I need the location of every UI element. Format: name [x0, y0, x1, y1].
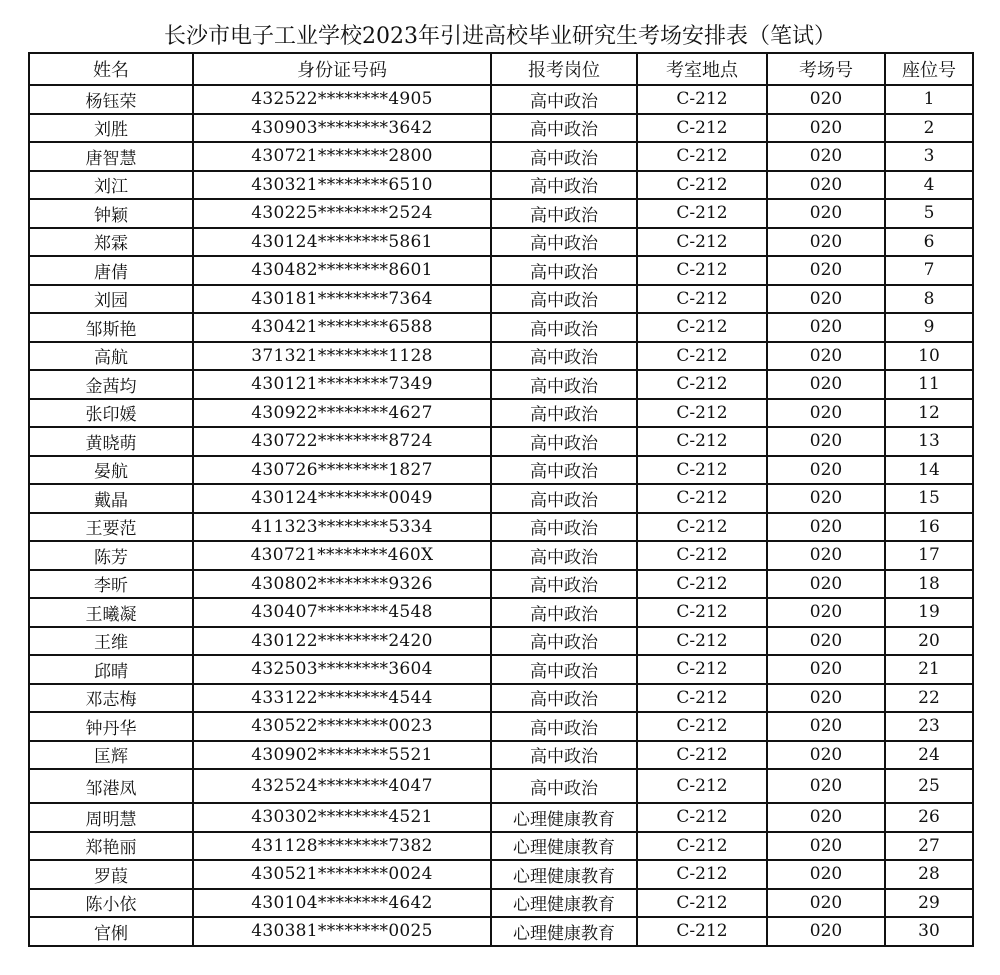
cell-id-number: 430722********8724 — [193, 427, 491, 456]
cell-id-number: 430802********9326 — [193, 570, 491, 599]
cell-name: 李昕 — [29, 570, 193, 599]
header-exam-hall: 考场号 — [767, 53, 885, 85]
cell-id-number: 430121********7349 — [193, 370, 491, 399]
cell-exam-hall: 020 — [767, 655, 885, 684]
cell-seat-number: 12 — [885, 399, 973, 428]
cell-exam-hall: 020 — [767, 741, 885, 770]
table-row — [29, 285, 973, 314]
table-row — [29, 741, 973, 770]
cell-name: 邹港凤 — [29, 769, 193, 803]
cell-exam-hall: 020 — [767, 142, 885, 171]
cell-room-location: C-212 — [637, 285, 767, 314]
cell-position: 高中政治 — [491, 228, 637, 257]
cell-exam-hall: 020 — [767, 541, 885, 570]
cell-room-location: C-212 — [637, 598, 767, 627]
cell-position: 高中政治 — [491, 342, 637, 371]
cell-id-number: 371321********1128 — [193, 342, 491, 371]
table-row — [29, 541, 973, 570]
cell-position: 高中政治 — [491, 741, 637, 770]
cell-room-location: C-212 — [637, 889, 767, 918]
cell-exam-hall: 020 — [767, 114, 885, 143]
cell-exam-hall: 020 — [767, 860, 885, 889]
cell-room-location: C-212 — [637, 199, 767, 228]
cell-seat-number: 1 — [885, 85, 973, 114]
cell-name: 钟丹华 — [29, 712, 193, 741]
cell-room-location: C-212 — [637, 484, 767, 513]
cell-name: 晏航 — [29, 456, 193, 485]
exam-seating-table — [28, 52, 974, 947]
cell-name: 邓志梅 — [29, 684, 193, 713]
cell-position: 高中政治 — [491, 370, 637, 399]
cell-position: 高中政治 — [491, 598, 637, 627]
cell-exam-hall: 020 — [767, 342, 885, 371]
cell-room-location: C-212 — [637, 313, 767, 342]
cell-seat-number: 3 — [885, 142, 973, 171]
table-row — [29, 142, 973, 171]
cell-position: 高中政治 — [491, 256, 637, 285]
cell-seat-number: 23 — [885, 712, 973, 741]
table-header-row — [29, 53, 973, 85]
cell-seat-number: 29 — [885, 889, 973, 918]
cell-exam-hall: 020 — [767, 570, 885, 599]
cell-seat-number: 30 — [885, 917, 973, 946]
cell-id-number: 430726********1827 — [193, 456, 491, 485]
cell-position: 高中政治 — [491, 399, 637, 428]
cell-seat-number: 17 — [885, 541, 973, 570]
cell-exam-hall: 020 — [767, 285, 885, 314]
cell-room-location: C-212 — [637, 769, 767, 803]
document-title: 长沙市电子工业学校2023年引进高校毕业研究生考场安排表（笔试） — [164, 24, 836, 49]
header-id-number: 身份证号码 — [193, 53, 491, 85]
cell-name: 王要范 — [29, 513, 193, 542]
cell-room-location: C-212 — [637, 570, 767, 599]
cell-room-location: C-212 — [637, 541, 767, 570]
header-position: 报考岗位 — [491, 53, 637, 85]
cell-exam-hall: 020 — [767, 684, 885, 713]
cell-id-number: 430903********3642 — [193, 114, 491, 143]
table-row — [29, 627, 973, 656]
table-body — [29, 85, 973, 946]
cell-name: 刘江 — [29, 171, 193, 200]
cell-position: 高中政治 — [491, 769, 637, 803]
table-row — [29, 513, 973, 542]
cell-position: 高中政治 — [491, 142, 637, 171]
cell-room-location: C-212 — [637, 456, 767, 485]
cell-room-location: C-212 — [637, 427, 767, 456]
cell-room-location: C-212 — [637, 655, 767, 684]
header-name: 姓名 — [29, 53, 193, 85]
cell-room-location: C-212 — [637, 114, 767, 143]
cell-name: 匡辉 — [29, 741, 193, 770]
cell-exam-hall: 020 — [767, 313, 885, 342]
cell-id-number: 430407********4548 — [193, 598, 491, 627]
cell-exam-hall: 020 — [767, 889, 885, 918]
cell-seat-number: 14 — [885, 456, 973, 485]
cell-seat-number: 8 — [885, 285, 973, 314]
cell-room-location: C-212 — [637, 256, 767, 285]
cell-position: 高中政治 — [491, 570, 637, 599]
cell-room-location: C-212 — [637, 917, 767, 946]
cell-room-location: C-212 — [637, 85, 767, 114]
cell-position: 心理健康教育 — [491, 803, 637, 832]
table-row — [29, 370, 973, 399]
table-row — [29, 399, 973, 428]
table-row — [29, 313, 973, 342]
cell-id-number: 430721********460X — [193, 541, 491, 570]
cell-seat-number: 2 — [885, 114, 973, 143]
cell-seat-number: 4 — [885, 171, 973, 200]
cell-seat-number: 26 — [885, 803, 973, 832]
cell-seat-number: 24 — [885, 741, 973, 770]
cell-exam-hall: 020 — [767, 712, 885, 741]
cell-name: 金茜均 — [29, 370, 193, 399]
cell-seat-number: 9 — [885, 313, 973, 342]
cell-room-location: C-212 — [637, 342, 767, 371]
cell-exam-hall: 020 — [767, 199, 885, 228]
cell-id-number: 432524********4047 — [193, 769, 491, 803]
table-row — [29, 228, 973, 257]
cell-seat-number: 10 — [885, 342, 973, 371]
cell-seat-number: 15 — [885, 484, 973, 513]
table-row — [29, 860, 973, 889]
cell-exam-hall: 020 — [767, 769, 885, 803]
cell-position: 高中政治 — [491, 712, 637, 741]
cell-exam-hall: 020 — [767, 513, 885, 542]
cell-room-location: C-212 — [637, 860, 767, 889]
cell-position: 心理健康教育 — [491, 889, 637, 918]
cell-exam-hall: 020 — [767, 456, 885, 485]
cell-exam-hall: 020 — [767, 399, 885, 428]
cell-id-number: 430122********2420 — [193, 627, 491, 656]
cell-id-number: 430922********4627 — [193, 399, 491, 428]
cell-id-number: 430521********0024 — [193, 860, 491, 889]
cell-id-number: 430302********4521 — [193, 803, 491, 832]
table-row — [29, 171, 973, 200]
cell-seat-number: 5 — [885, 199, 973, 228]
cell-room-location: C-212 — [637, 370, 767, 399]
cell-name: 王维 — [29, 627, 193, 656]
cell-name: 王曦凝 — [29, 598, 193, 627]
cell-room-location: C-212 — [637, 627, 767, 656]
cell-position: 高中政治 — [491, 199, 637, 228]
cell-seat-number: 20 — [885, 627, 973, 656]
table-row — [29, 570, 973, 599]
table-row — [29, 917, 973, 946]
cell-name: 官俐 — [29, 917, 193, 946]
cell-position: 高中政治 — [491, 484, 637, 513]
cell-room-location: C-212 — [637, 684, 767, 713]
cell-position: 高中政治 — [491, 285, 637, 314]
cell-name: 刘园 — [29, 285, 193, 314]
cell-position: 高中政治 — [491, 114, 637, 143]
cell-id-number: 430321********6510 — [193, 171, 491, 200]
table-row — [29, 684, 973, 713]
cell-seat-number: 11 — [885, 370, 973, 399]
cell-room-location: C-212 — [637, 741, 767, 770]
cell-exam-hall: 020 — [767, 803, 885, 832]
cell-exam-hall: 020 — [767, 370, 885, 399]
cell-position: 高中政治 — [491, 627, 637, 656]
cell-name: 唐倩 — [29, 256, 193, 285]
cell-room-location: C-212 — [637, 803, 767, 832]
cell-exam-hall: 020 — [767, 427, 885, 456]
cell-room-location: C-212 — [637, 142, 767, 171]
cell-name: 陈小依 — [29, 889, 193, 918]
table-row — [29, 598, 973, 627]
table-row — [29, 712, 973, 741]
table-row — [29, 456, 973, 485]
table-row — [29, 769, 973, 803]
cell-id-number: 432503********3604 — [193, 655, 491, 684]
cell-room-location: C-212 — [637, 228, 767, 257]
cell-seat-number: 13 — [885, 427, 973, 456]
cell-position: 高中政治 — [491, 541, 637, 570]
cell-position: 高中政治 — [491, 684, 637, 713]
cell-id-number: 432522********4905 — [193, 85, 491, 114]
cell-id-number: 430225********2524 — [193, 199, 491, 228]
cell-position: 高中政治 — [491, 85, 637, 114]
header-room-location: 考室地点 — [637, 53, 767, 85]
cell-name: 刘胜 — [29, 114, 193, 143]
cell-name: 张印媛 — [29, 399, 193, 428]
cell-id-number: 430124********0049 — [193, 484, 491, 513]
cell-name: 唐智慧 — [29, 142, 193, 171]
cell-exam-hall: 020 — [767, 832, 885, 861]
table-row — [29, 832, 973, 861]
cell-position: 高中政治 — [491, 513, 637, 542]
cell-name: 陈芳 — [29, 541, 193, 570]
cell-id-number: 430522********0023 — [193, 712, 491, 741]
cell-position: 心理健康教育 — [491, 860, 637, 889]
cell-seat-number: 16 — [885, 513, 973, 542]
cell-id-number: 430381********0025 — [193, 917, 491, 946]
cell-exam-hall: 020 — [767, 256, 885, 285]
cell-name: 戴晶 — [29, 484, 193, 513]
cell-position: 高中政治 — [491, 456, 637, 485]
cell-id-number: 430104********4642 — [193, 889, 491, 918]
cell-seat-number: 19 — [885, 598, 973, 627]
cell-position: 高中政治 — [491, 655, 637, 684]
cell-seat-number: 18 — [885, 570, 973, 599]
cell-id-number: 433122********4544 — [193, 684, 491, 713]
cell-id-number: 430902********5521 — [193, 741, 491, 770]
cell-name: 周明慧 — [29, 803, 193, 832]
cell-name: 邱晴 — [29, 655, 193, 684]
cell-seat-number: 22 — [885, 684, 973, 713]
cell-id-number: 430721********2800 — [193, 142, 491, 171]
cell-seat-number: 7 — [885, 256, 973, 285]
cell-name: 黄晓萌 — [29, 427, 193, 456]
cell-room-location: C-212 — [637, 712, 767, 741]
cell-exam-hall: 020 — [767, 917, 885, 946]
cell-room-location: C-212 — [637, 399, 767, 428]
cell-position: 高中政治 — [491, 427, 637, 456]
cell-room-location: C-212 — [637, 513, 767, 542]
table-row — [29, 803, 973, 832]
table-row — [29, 256, 973, 285]
cell-exam-hall: 020 — [767, 228, 885, 257]
cell-id-number: 431128********7382 — [193, 832, 491, 861]
table-row — [29, 427, 973, 456]
cell-name: 高航 — [29, 342, 193, 371]
cell-exam-hall: 020 — [767, 627, 885, 656]
cell-id-number: 411323********5334 — [193, 513, 491, 542]
table-row — [29, 889, 973, 918]
table-row — [29, 85, 973, 114]
cell-name: 郑霖 — [29, 228, 193, 257]
table-row — [29, 484, 973, 513]
table-row — [29, 342, 973, 371]
cell-name: 罗葭 — [29, 860, 193, 889]
cell-id-number: 430421********6588 — [193, 313, 491, 342]
cell-exam-hall: 020 — [767, 171, 885, 200]
cell-room-location: C-212 — [637, 832, 767, 861]
table-row — [29, 114, 973, 143]
cell-seat-number: 21 — [885, 655, 973, 684]
table-row — [29, 199, 973, 228]
cell-room-location: C-212 — [637, 171, 767, 200]
cell-name: 钟颖 — [29, 199, 193, 228]
cell-position: 高中政治 — [491, 171, 637, 200]
cell-exam-hall: 020 — [767, 85, 885, 114]
cell-id-number: 430124********5861 — [193, 228, 491, 257]
cell-position: 心理健康教育 — [491, 917, 637, 946]
cell-position: 高中政治 — [491, 313, 637, 342]
table-row — [29, 655, 973, 684]
cell-exam-hall: 020 — [767, 484, 885, 513]
header-seat-number: 座位号 — [885, 53, 973, 85]
cell-id-number: 430482********8601 — [193, 256, 491, 285]
cell-position: 心理健康教育 — [491, 832, 637, 861]
cell-name: 邹斯艳 — [29, 313, 193, 342]
cell-name: 郑艳丽 — [29, 832, 193, 861]
cell-exam-hall: 020 — [767, 598, 885, 627]
cell-id-number: 430181********7364 — [193, 285, 491, 314]
cell-seat-number: 6 — [885, 228, 973, 257]
cell-seat-number: 27 — [885, 832, 973, 861]
cell-seat-number: 25 — [885, 769, 973, 803]
cell-seat-number: 28 — [885, 860, 973, 889]
cell-name: 杨钰荣 — [29, 85, 193, 114]
